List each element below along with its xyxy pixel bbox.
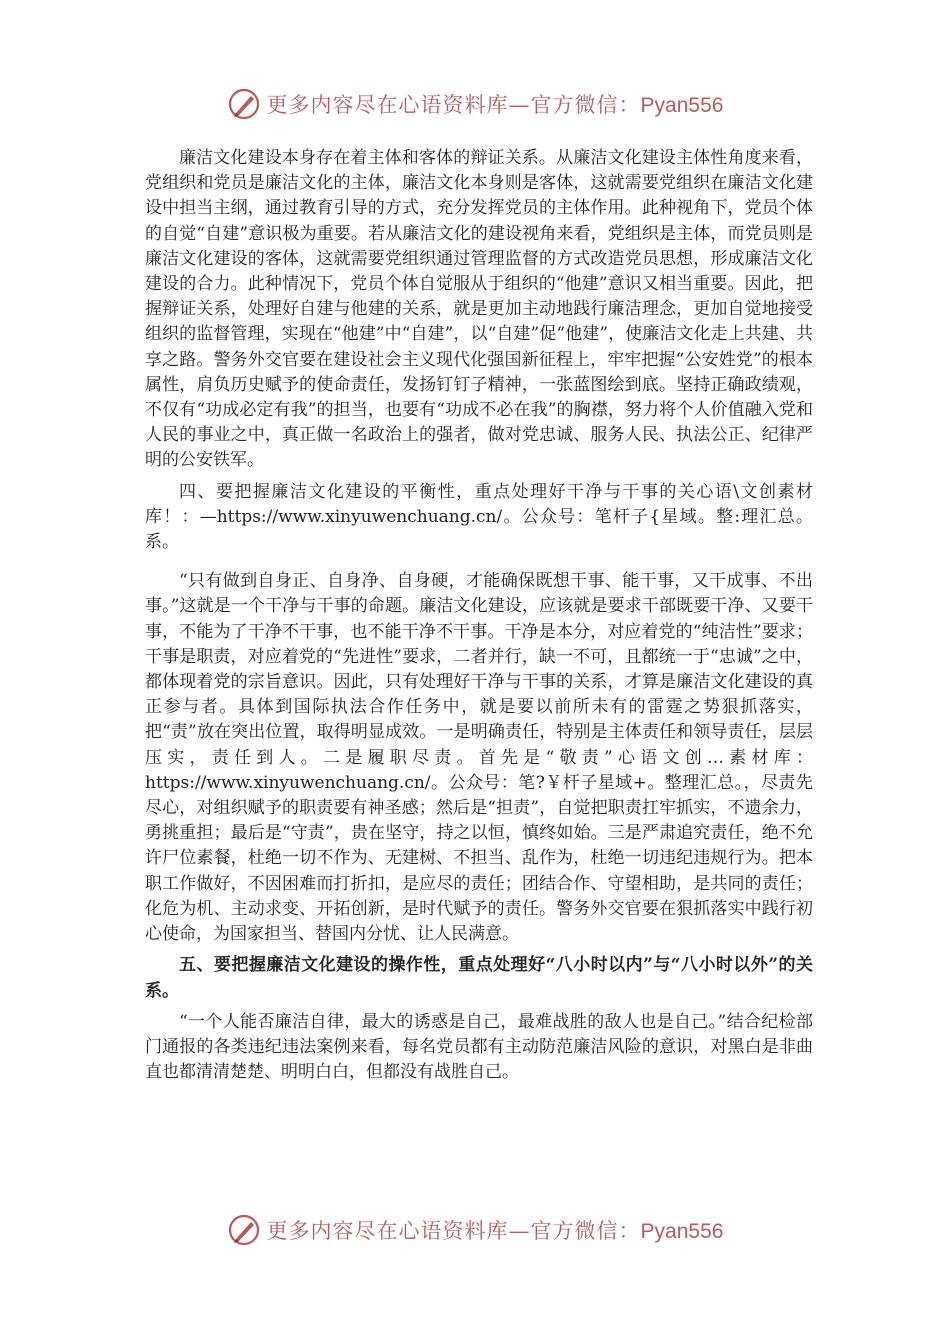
paragraph-self-discipline: “一个人能否廉洁自律，最大的诱惑是自己，最难战胜的敌人也是自己。”结合纪检部门通报的各类违纪违法案例来看，每名党员都有主动防范廉洁风险的意识，对黑白是非曲直也都清清楚楚、明明白白，但都没有战胜自己。 xyxy=(145,1011,813,1083)
header-watermark-banner xyxy=(0,84,950,124)
banner-text: 更多内容尽在心语资料库—官方微信：Pyan556 xyxy=(266,1219,724,1243)
pen-logo-icon xyxy=(227,1213,261,1247)
pen-logo-icon xyxy=(227,87,261,121)
wechat-id: Pyan556 xyxy=(640,94,724,117)
paragraph-clean-and-work: “只有做到自身正、自身净、自身硬，才能确保既想干事、能干事，又干成事、不出事。”这就是一个干净与干事的命题。廉洁文化建设，应该就是要求干部既要干净、又要干事，不能为了干净不干事，也不能干净不干事。干净是本分，对应着党的“纯洁性”要求；干事是职责，对应着党的“先进性”要求，二者并行，缺一不可，且都统一于“忠诚”之中，都体现着党的宗旨意识。因此，只有处理好干净与干事的关系，才算是廉洁文化建设的真正参与者。具体到国际执法合作任务中，就是要以前所未有的雷霆之势狠抓落实，把“责”放在突出位置，取得明显成效。一是明确责任，特别是主体责任和领导责任，层层压实，责任到人。二是履职尽责。首先是“敬责”心语文创…素材库：https://www.xinyuwenchuang.cn/。公众号：笔?￥杆子星域+。整理汇总。，尽责先尽心，对组织赋予的职责要有神圣感；然后是“担责”，自觉把职责扛牢抓实，不遗余力，勇挑重担；最后是“守责”，贵在坚守，持之以恒，慎终如始。三是严肃追究责任，绝不允许尸位素餐，杜绝一切不作为、无建树、不担当、乱作为，杜绝一切违纪违规行为。把本职工作做好，不因困难而打折扣，是应尽的责任；团结合作、守望相助，是共同的责任；化危为机、主动求变、开拓创新，是时代赋予的责任。警务外交官要在狠抓落实中践行初心使命，为国家担当、替国内分忧、让人民满意。 xyxy=(145,571,813,945)
section-heading-five: 五、要把握廉洁文化建设的操作性，重点处理好“八小时以内”与“八小时以外”的关系。 xyxy=(145,955,813,1001)
wechat-id: Pyan556 xyxy=(640,1220,724,1243)
paragraph-dialectic: 廉洁文化建设本身存在着主体和客体的辩证关系。从廉洁文化建设主体性角度来看，党组织和党员是廉洁文化的主体，廉洁文化本身则是客体，这就需要党组织在廉洁文化建设中担当主纲，通过教育引导的方式，充分发挥党员的主体作用。此种视角下，党员个体的自觉“自建”意识极为重要。若从廉洁文化的建设视角来看，党组织是主体，而党员则是廉洁文化建设的客体，这就需要党组织通过管理监督的方式改造党员思想，形成廉洁文化建设的合力。此种情况下，党员个体自觉服从于组织的“他建”意识又相当重要。因此，把握辩证关系，处理好自建与他建的关系，就是更加主动地践行廉洁理念，更加自觉地接受组织的监督管理，实现在“他建”中“自建”，以“自建”促“他建”，使廉洁文化走上共建、共享之路。警务外交官要在建设社会主义现代化强国新征程上，牢牢把握“公安姓党”的根本属性，肩负历史赋予的使命责任，发扬钉钉子精神，一张蓝图绘到底。坚持正确政绩观，不仅有“功成必定有我”的担当，也要有“功成不必在我”的胸襟，努力将个人价值融入党和人民的事业之中，真正做一名政治上的强者，做对党忠诚、服务人民、执法公正、纪律严明的公安铁军。 xyxy=(145,148,813,471)
banner-text: 更多内容尽在心语资料库—官方微信：Pyan556 xyxy=(266,93,724,117)
section-heading-four: 四、要把握廉洁文化建设的平衡性，重点处理好干净与干事的关心语\文创素材库！：—https://www.xinyuwenchuang.cn/。公众号：笔杆子{星域。整:理汇总。系。 xyxy=(145,481,813,553)
footer-watermark-banner xyxy=(0,1210,950,1250)
document-body xyxy=(145,146,813,1085)
